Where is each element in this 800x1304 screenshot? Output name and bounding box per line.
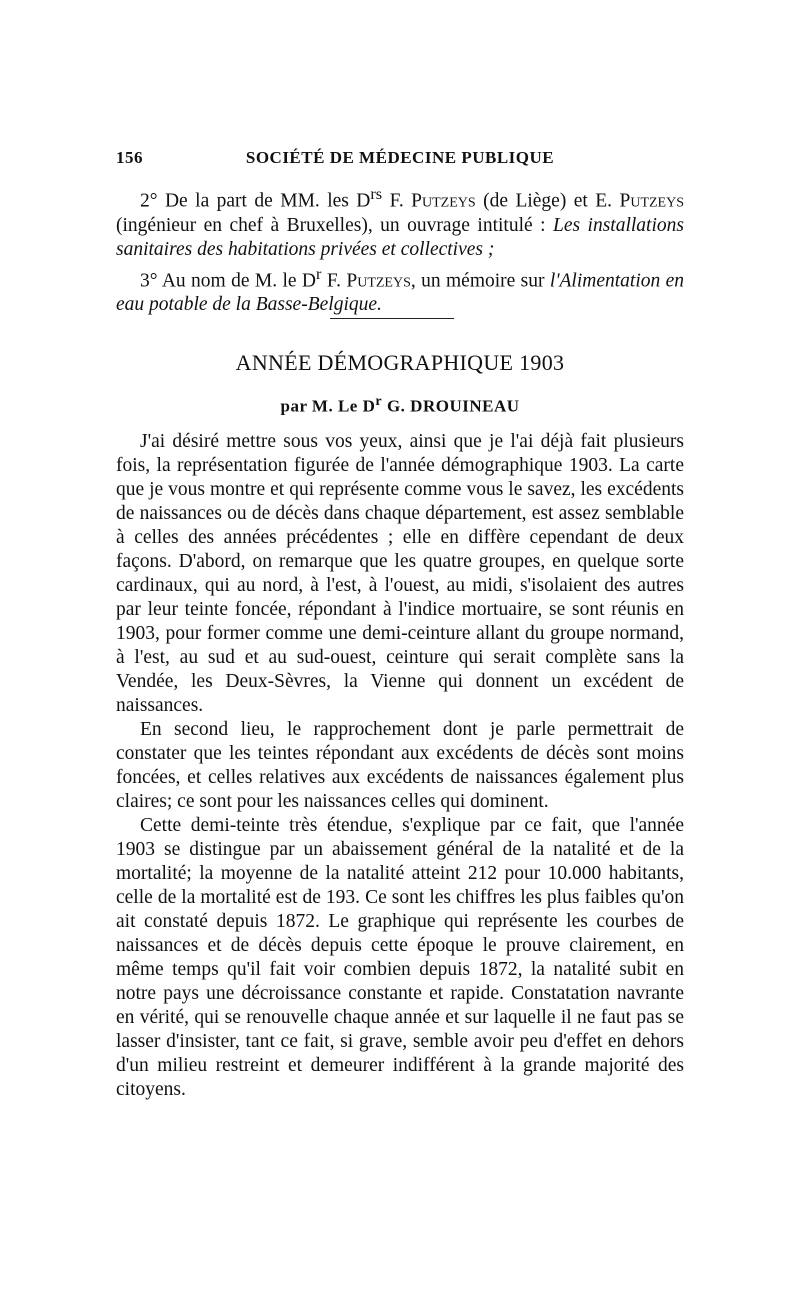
intro-item-3-sup: r: [316, 264, 322, 283]
article-title: ANNÉE DÉMOGRAPHIQUE 1903: [235, 350, 565, 375]
author-name: Putzeys: [411, 190, 476, 212]
intro-item-2-text: F.: [382, 190, 412, 212]
work-title: Les installations sanitaires des habitations privées et collectives ;: [116, 214, 684, 260]
intro-item-3: [116, 262, 684, 318]
byline-sup: r: [375, 393, 383, 409]
author-name: Putzeys: [346, 270, 411, 291]
article-paragraph: Cette demi-teinte très étendue, s'explique par ce fait, que l'année 1903 se distingue par un abaissement général de la natalité et de la mortalité; la moyenne de la natalité atteint 212 pour 10.000 habitants, celle de la mortalité est de 193. Ce sont les chiffres les plus faibles qu'on ait constaté depuis 1872. Le graphique qui représente les courbes de naissances et de décès depuis cette époque le prouve clairement, en même temps qu'il fait voir combien depuis 1872, la natalité subit en notre pays une décroissance constante et rapide. Constatation navrante en vérité, qui se renouvelle chaque année et sur laquelle il ne faut pas se lasser d'insister, tant ce fait, si grave, semble avoir peu d'effet en dehors d'un milieu restreint et demeurer indifférent à la grande majorité des citoyens.: [116, 815, 684, 1100]
byline-text: G. DROUINEAU: [382, 396, 520, 416]
intro-item-3-text: F.: [321, 270, 347, 291]
intro-item-3-text: , un mémoire sur: [410, 270, 550, 291]
page-number: 156: [116, 148, 143, 167]
intro-item-2-text: (ingénieur en chef à Bruxelles), un ouvrage intitulé :: [116, 214, 553, 236]
article-byline: [116, 393, 684, 417]
intro-item-2-text: (de Liège) et E.: [475, 190, 620, 212]
intro-item-3-text: 3° Au nom de M. le D: [140, 270, 317, 291]
article-paragraph: J'ai désiré mettre sous vos yeux, ainsi que je l'ai déjà fait plusieurs fois, la représentation figurée de l'année démographique 1903. La carte que je vous montre et qui représente comme vous le savez, les excédents de naissances ou de décès dans chaque département, est assez semblable à celles des années précédentes ; elle en diffère cependant de deux façons. D'abord, on remarque que les quatre groupes, en quelque sorte cardinaux, qui au nord, à l'est, à l'ouest, au midi, s'isolaient des autres par leur teinte foncée, répondant à l'indice mortuaire, se sont réunis en 1903, pour former comme une demi-ceinture allant du groupe normand, à l'est, au sud et au sud-ouest, ceinture qui serait complète sans la Vendée, les Deux-Sèvres, la Vienne qui donnent un excédent de naissances.: [116, 431, 684, 716]
intro-item-2-text: 2° De la part de MM. les D: [140, 190, 371, 212]
page-header: [116, 148, 684, 172]
intro-list: [116, 182, 684, 317]
author-name: Putzeys: [619, 190, 684, 212]
section-divider: [330, 318, 454, 319]
intro-item-2-sup: rs: [370, 185, 383, 203]
intro-item-2: [116, 182, 684, 262]
article-body: [116, 430, 684, 1102]
byline-text: par M. Le D: [280, 396, 376, 416]
work-title: l'Alimentation en eau potable de la Basse-Belgique.: [116, 270, 685, 315]
running-title: SOCIÉTÉ DE MÉDECINE PUBLIQUE: [245, 148, 555, 167]
article-paragraph: En second lieu, le rapprochement dont je parle permettrait de constater que les teintes répondant aux excédents de décès sont moins foncées, et celles relatives aux excédents de naissances également plus claires; ce sont pour les naissances celles qui dominent.: [116, 719, 684, 812]
